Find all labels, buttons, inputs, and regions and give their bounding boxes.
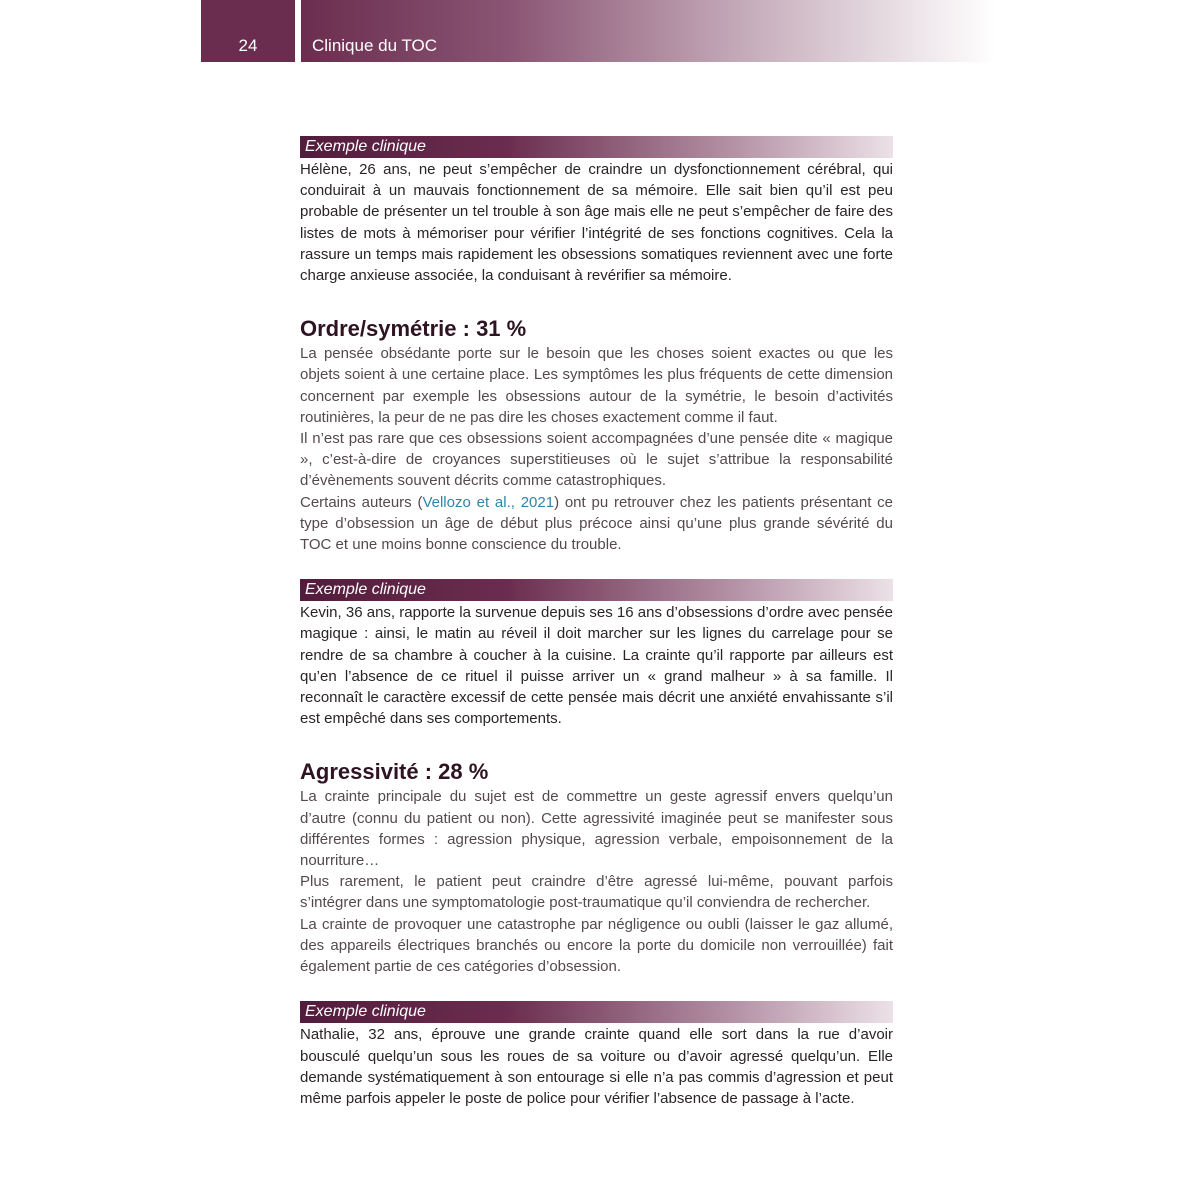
page-number-box bbox=[201, 0, 295, 62]
page-content bbox=[300, 136, 893, 1109]
clinical-example-3 bbox=[300, 1001, 893, 1109]
page-number: 24 bbox=[238, 36, 258, 55]
example-label: Exemple clinique bbox=[300, 579, 893, 601]
paragraph: Plus rarement, le patient peut craindre d’être agressé lui-même, pouvant parfois s’intégrer dans une symptomatologie post-traumatique qu’il conviendra de rechercher. bbox=[300, 873, 893, 912]
example-text: Nathalie, 32 ans, éprouve une grande crainte quand elle sort dans la rue d’avoir bousculé quelqu’un sous les roues de sa voiture ou d’avoir agressé quelqu’un. Elle demande systématiquement à son entourage si elle n’a pas commis d’agression et peut même parfois appeler le poste de police pour vérifier l’absence de passage à l’acte. bbox=[300, 1026, 893, 1107]
section-heading-order-symmetry: Ordre/symétrie : 31 % bbox=[300, 316, 527, 342]
section-heading-aggressiveness: Agressivité : 28 % bbox=[300, 759, 489, 785]
running-title: Clinique du TOC bbox=[312, 36, 438, 55]
paragraph-text: Certains auteurs ( bbox=[300, 493, 423, 511]
example-text: Hélène, 26 ans, ne peut s’empêcher de craindre un dysfonctionnement cérébral, qui conduirait à un mauvais fonctionnement de sa mémoire. Elle sait bien qu’il est peu probable de présenter un tel trouble à son âge mais elle ne peut s’empêcher de faire des listes de mots à mémoriser pour vérifier l’intégrité de ses fonctions cognitives. Cela la rassure un temps mais rapidement les obsessions somatiques reviennent avec une forte charge anxieuse associée, la conduisant à revérifier sa mémoire. bbox=[300, 161, 893, 285]
paragraph: La crainte de provoquer une catastrophe par négligence ou oubli (laisser le gaz allumé, des appareils électriques branchés ou encore la porte du domicile non verrouillée) fait également partie de ces catégories d’obsession. bbox=[300, 915, 893, 976]
citation-link[interactable]: Vellozo et al., 2021 bbox=[422, 493, 555, 511]
paragraph-with-citation bbox=[300, 492, 893, 556]
clinical-example-2 bbox=[300, 579, 893, 729]
clinical-example-1 bbox=[300, 136, 893, 286]
page-header bbox=[201, 0, 995, 62]
paragraph: La pensée obsédante porte sur le besoin que les choses soient exactes ou que les objets soient à une certaine place. Les symptômes les plus fréquents de cette dimension concernent par exemple les obsessions autour de la symétrie, le besoin d’activités routinières, la peur de ne pas dire les choses exactement comme il faut. bbox=[300, 345, 893, 426]
example-text: Kevin, 36 ans, rapporte la survenue depuis ses 16 ans d’obsessions d’ordre avec pensée magique : ainsi, le matin au réveil il doit marcher sur les lignes du carrelage pour se rendre de sa chambre à coucher à la cuisine. La crainte qu’il rapporte par ailleurs est qu’en l’absence de ce rituel il puisse arriver un « grand malheur » à sa famille. Il reconnaît le caractère excessif de cette pensée mais décrit une anxiété envahissante s’il est empêché dans ses comportements. bbox=[300, 604, 893, 728]
paragraph: Il n’est pas rare que ces obsessions soient accompagnées d’une pensée dite « magique », c’est-à-dire de croyances superstitieuses où le sujet s’attribue la responsabilité d’évènements souvent décrits comme catastrophiques. bbox=[300, 430, 893, 490]
example-label: Exemple clinique bbox=[300, 136, 893, 158]
paragraph: La crainte principale du sujet est de commettre un geste agressif envers quelqu’un d’autre (connu du patient ou non). Cette agressivité imaginée peut se manifester sous différentes formes : agression physique, agression verbale, empoisonnement de la nourriture… bbox=[300, 788, 893, 870]
example-label: Exemple clinique bbox=[300, 1001, 893, 1023]
paragraph-text: ) ont pu retrouver chez les patients présentant ce type d’obsession un âge de début plus précoce ainsi qu’une plus grande sévérité du TOC et une moins bonne conscience du trouble. bbox=[300, 493, 894, 554]
